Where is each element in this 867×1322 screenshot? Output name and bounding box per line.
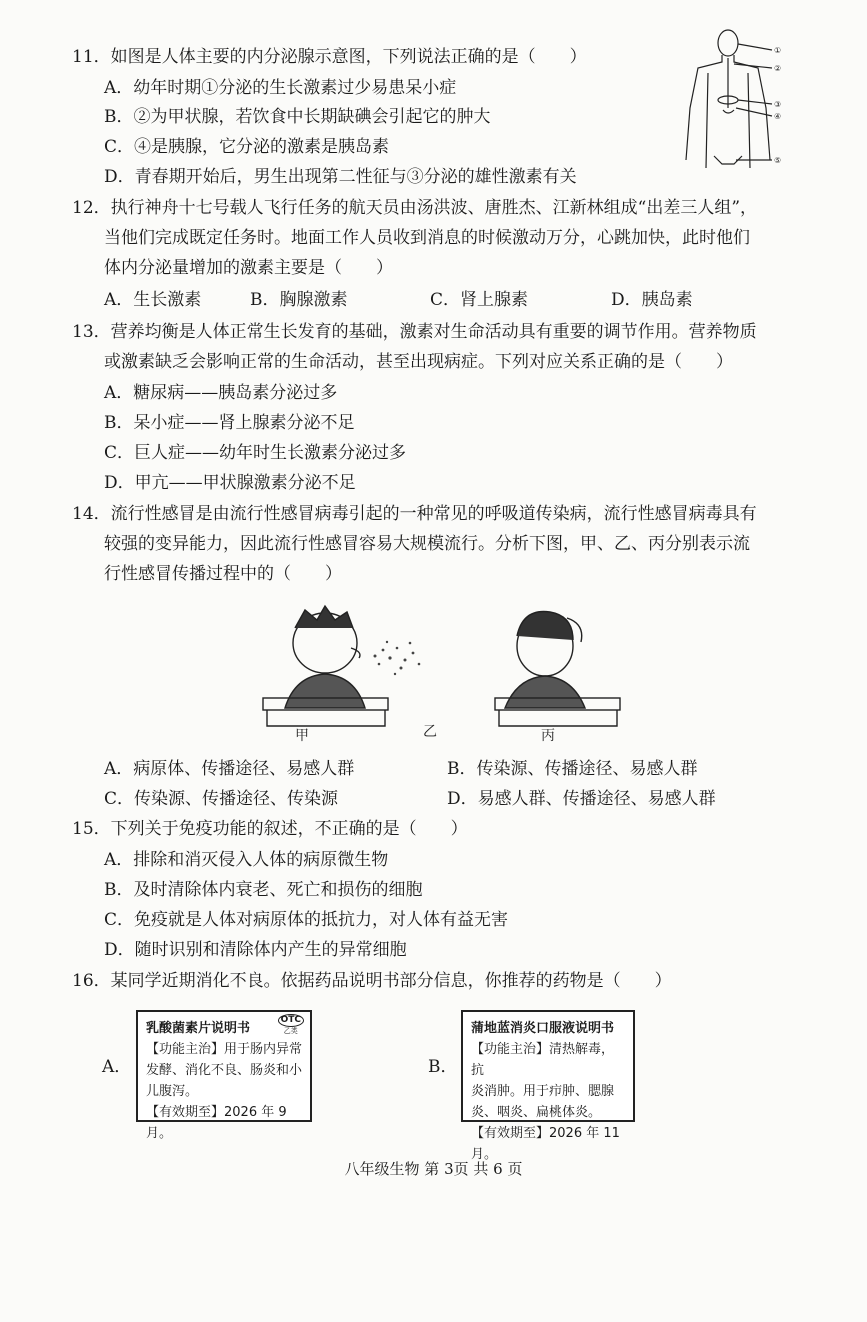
medicine-a-line3: 儿腹泻。 [146, 1084, 199, 1099]
q13-option-b[interactable]: B．呆小症——肾上腺素分泌不足 [104, 413, 355, 433]
q14-stem-line2: 较强的变异能力，因此流行性感冒容易大规模流行。分析下图，甲、乙、丙分别表示流 [104, 534, 750, 554]
q13-stem-line1: 13．营养均衡是人体正常生长发育的基础，激素对生命活动具有重要的调节作用。营养物质 [72, 322, 757, 342]
q14-option-a[interactable]: A．病原体、传播途径、易感人群 [104, 759, 355, 779]
gland-label-1: ① [774, 46, 782, 55]
q16-stem: 16．某同学近期消化不良。依据药品说明书部分信息，你推荐的药物是（ ） [72, 971, 672, 991]
q11-option-a[interactable]: A．幼年时期①分泌的生长激素过少易患呆小症 [104, 78, 457, 98]
q14-option-c[interactable]: C．传染源、传播途径、传染源 [104, 789, 339, 809]
q12-stem-line1: 12．执行神舟十七号载人飞行任务的航天员由汤洪波、唐胜杰、江新林组成“出差三人组”， [72, 198, 758, 218]
q14-option-b[interactable]: B．传染源、传播途径、易感人群 [447, 759, 698, 779]
q14-option-d[interactable]: D．易感人群、传播途径、易感人群 [447, 789, 716, 809]
figure-label-bing: 丙 [541, 728, 555, 744]
q13-option-d[interactable]: D．甲亢——甲状腺激素分泌不足 [104, 473, 356, 493]
otc-badge-label: OTC [278, 1014, 304, 1027]
gland-label-4: ④ [774, 112, 782, 121]
q11-stem: 11．如图是人体主要的内分泌腺示意图，下列说法正确的是（ ） [72, 47, 587, 67]
medicine-a-line2: 发酵、消化不良、肠炎和小 [146, 1063, 303, 1078]
q15-option-c[interactable]: C．免疫就是人体对病原体的抵抗力，对人体有益无害 [104, 910, 509, 930]
page-footer: 八年级生物 第 3页 共 6 页 [344, 1160, 523, 1178]
otc-badge-sub: 乙类 [283, 1027, 298, 1035]
q15-option-d[interactable]: D．随时识别和清除体内产生的异常细胞 [104, 940, 407, 960]
q13-option-c[interactable]: C．巨人症——幼年时生长激素分泌过多 [104, 443, 407, 463]
medicine-box-b[interactable] [461, 1010, 635, 1162]
q12-option-d[interactable]: D．胰岛素 [611, 290, 693, 310]
q14-stem-line3: 行性感冒传播过程中的（ ） [104, 564, 342, 584]
flu-transmission-figure [255, 598, 625, 748]
medicine-b-line3: 炎、咽炎、扁桃体炎。 [471, 1105, 602, 1120]
medicine-b-line2: 炎消肿。用于疖肿、腮腺 [471, 1084, 615, 1099]
medicine-b-title: 蒲地蓝消炎口服液说明书 [471, 1021, 615, 1036]
q15-option-b[interactable]: B．及时清除体内衰老、死亡和损伤的细胞 [104, 880, 423, 900]
medicine-b-line1: 【功能主治】清热解毒，抗 [471, 1042, 615, 1078]
endocrine-gland-figure [678, 28, 798, 176]
gland-label-2: ② [774, 64, 782, 73]
figure-label-yi: 乙 [423, 724, 437, 740]
medicine-a-line4: 【有效期至】2026 年 9 月。 [146, 1105, 287, 1141]
q12-option-a[interactable]: A．生长激素 [104, 290, 202, 310]
q16-option-a-letter[interactable]: A． [102, 1057, 132, 1077]
medicine-b-line4: 【有效期至】2026 年 11 月。 [471, 1126, 620, 1162]
q16-option-b-letter[interactable]: B． [428, 1057, 458, 1077]
q13-stem-line2: 或激素缺乏会影响正常的生命活动，甚至出现病症。下列对应关系正确的是（ ） [104, 352, 733, 372]
otc-badge [278, 1014, 304, 1036]
q13-option-a[interactable]: A．糖尿病——胰岛素分泌过多 [104, 383, 338, 403]
q12-stem-line3: 体内分泌量增加的激素主要是（ ） [104, 258, 393, 278]
q12-stem-line2: 当他们完成既定任务时。地面工作人员收到消息的时候激动万分，心跳加快，此时他们 [104, 228, 750, 248]
q12-option-c[interactable]: C．肾上腺素 [430, 290, 529, 310]
medicine-a-title: 乳酸菌素片说明书 [146, 1021, 251, 1036]
q11-option-c[interactable]: C．④是胰腺，它分泌的激素是胰岛素 [104, 137, 390, 157]
q11-option-b[interactable]: B．②为甲状腺，若饮食中长期缺碘会引起它的肿大 [104, 107, 491, 127]
q14-stem-line1: 14．流行性感冒是由流行性感冒病毒引起的一种常见的呼吸道传染病，流行性感冒病毒具有 [72, 504, 757, 524]
q12-option-b[interactable]: B．胸腺激素 [250, 290, 348, 310]
medicine-a-line1: 【功能主治】用于肠内异常 [146, 1042, 303, 1057]
gland-label-3: ③ [774, 100, 782, 109]
figure-label-jia: 甲 [295, 728, 309, 744]
gland-label-5: ⑤ [774, 156, 782, 165]
medicine-box-a[interactable] [136, 1010, 312, 1141]
q11-option-d[interactable]: D．青春期开始后，男生出现第二性征与③分泌的雄性激素有关 [104, 167, 577, 187]
q15-stem: 15．下列关于免疫功能的叙述，不正确的是（ ） [72, 819, 468, 839]
q15-option-a[interactable]: A．排除和消灭侵入人体的病原微生物 [104, 850, 389, 870]
